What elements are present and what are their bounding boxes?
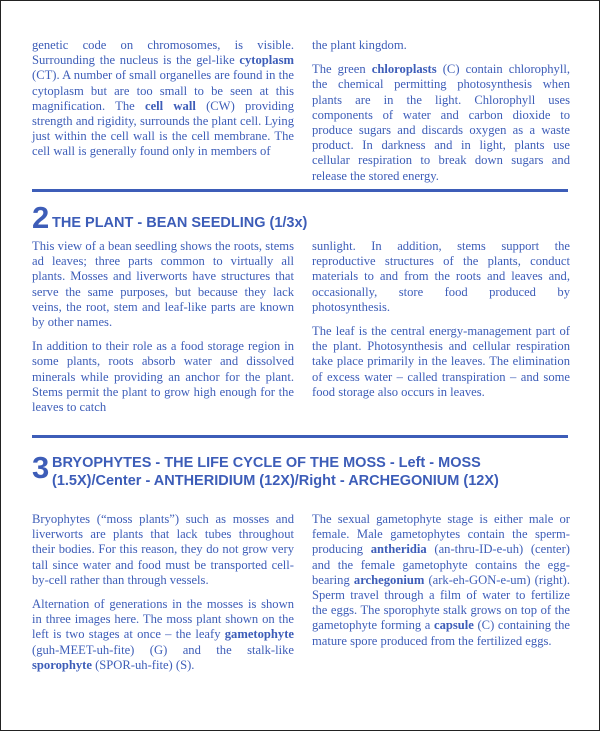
section3-title <box>52 454 499 490</box>
section3-number: 3 <box>32 450 50 485</box>
term-cytoplasm: cytoplasm <box>239 53 294 68</box>
term-chloroplasts: chloroplasts <box>371 62 437 77</box>
section2-right-paragraph-1: sunlight. In addition, stems support the reproductive structures of the plants, conduct materials to and from the roots and leaves and, occasionally, store food produced by photosynthesis. <box>312 239 570 314</box>
section1-right-paragraph-1: the plant kingdom. <box>312 38 407 52</box>
section2-left-paragraph-1: This view of a bean seedling shows the roots, stems ad leaves; three parts common to virtually all plants. Mosses and liverworts have structures that serve the same purposes, but because they lack veins, the root, stem and leaf-like parts are known by other names. <box>32 239 294 330</box>
section1-left-paragraph: genetic code on chromosomes, is visible. Surrounding the nucleus is the gel-like cytoplasm (CT). A number of small organelles are found in the cytoplasm but are too small to be seen at this magnification. The cell wall (CW) providing strength and rigidity, surrounds the plant cell. Lying just within the cell wall is the cell membrane. The cell wall is generally found only in members of <box>32 38 295 159</box>
section3-left-column <box>32 512 294 682</box>
section3-right-column <box>312 512 570 658</box>
section3-title-line2: (1.5X)/Center - ANTHERIDIUM (12X)/Right - ARCHEGONIUM (12X) <box>52 473 499 489</box>
term-sporophyte: sporophyte <box>32 657 92 672</box>
section2-number: 2 <box>32 200 50 235</box>
section3-left-paragraph-2: Alternation of generations in the mosses is shown in three images here. The moss plant shown on the left is two stages at once – the leafy gametophyte (guh-MEET-uh-fite) (G) and the stalk-like sporophyte (SPOR-uh-fite) (S). <box>32 597 294 672</box>
section1-right-column <box>312 38 570 193</box>
section2-left-column <box>32 239 294 424</box>
section3-title-line1: BRYOPHYTES - THE LIFE CYCLE OF THE MOSS - Left - MOSS <box>52 455 481 471</box>
section2-title: THE PLANT - BEAN SEEDLING (1/3x) <box>52 215 308 231</box>
term-capsule: capsule <box>434 618 474 633</box>
section3-heading <box>32 452 572 492</box>
section-divider-1 <box>32 189 568 192</box>
term-archegonium: archegonium <box>353 572 425 587</box>
section-divider-2 <box>32 435 568 438</box>
section2-right-paragraph-2: The leaf is the central energy-management part of the plant. Photosynthesis and cellular respiration take place primarily in the leaves. The elimination of excess water – called transpiration – and some food storage also occurs in leaves. <box>312 324 570 399</box>
term-antheridia: antheridia <box>370 542 427 557</box>
section2-right-column <box>312 239 570 409</box>
section1-left-column <box>32 38 294 169</box>
section2-heading <box>32 202 572 236</box>
term-gametophyte: gametophyte <box>224 627 294 642</box>
section3-right-paragraph: The sexual gametophyte stage is either male or female. Male gametophytes contain the sperm-producing antheridia (an-thru-ID-e-uh) (center) and the female gametophyte contains the egg-bearing archegonium (ark-eh-GON-e-um) (right). Sperm travel through a film of water to fertilize the eggs. The sporophyte stalk grows on top of the gametophyte forming a capsule (C) containing the mature spore produced from the fertilized eggs. <box>312 512 571 648</box>
section2-left-paragraph-2: In addition to their role as a food storage region in some plants, roots absorb water and dissolved minerals while providing an anchor for the plant. Stems permit the plant to grow high enough for the leaves to catch <box>32 339 294 415</box>
section1-right-paragraph-2: The green chloroplasts (C) contain chlorophyll, the chemical permitting photosynthesis when plants are in the light. Chlorophyll uses components of water and carbon dioxide to produce sugars and discards oxygen as a waste product. In darkness and in light, plants use cellular respiration to break down sugars and release the stored energy. <box>312 62 571 183</box>
section3-left-paragraph-1: Bryophytes (“moss plants”) such as mosses and liverworts are plants that lack tubes throughout their bodies. For this reason, they do not grow very tall since water and food must be transported cell-by-cell rather than through vessels. <box>32 512 294 587</box>
term-cell-wall: cell wall <box>144 98 196 113</box>
